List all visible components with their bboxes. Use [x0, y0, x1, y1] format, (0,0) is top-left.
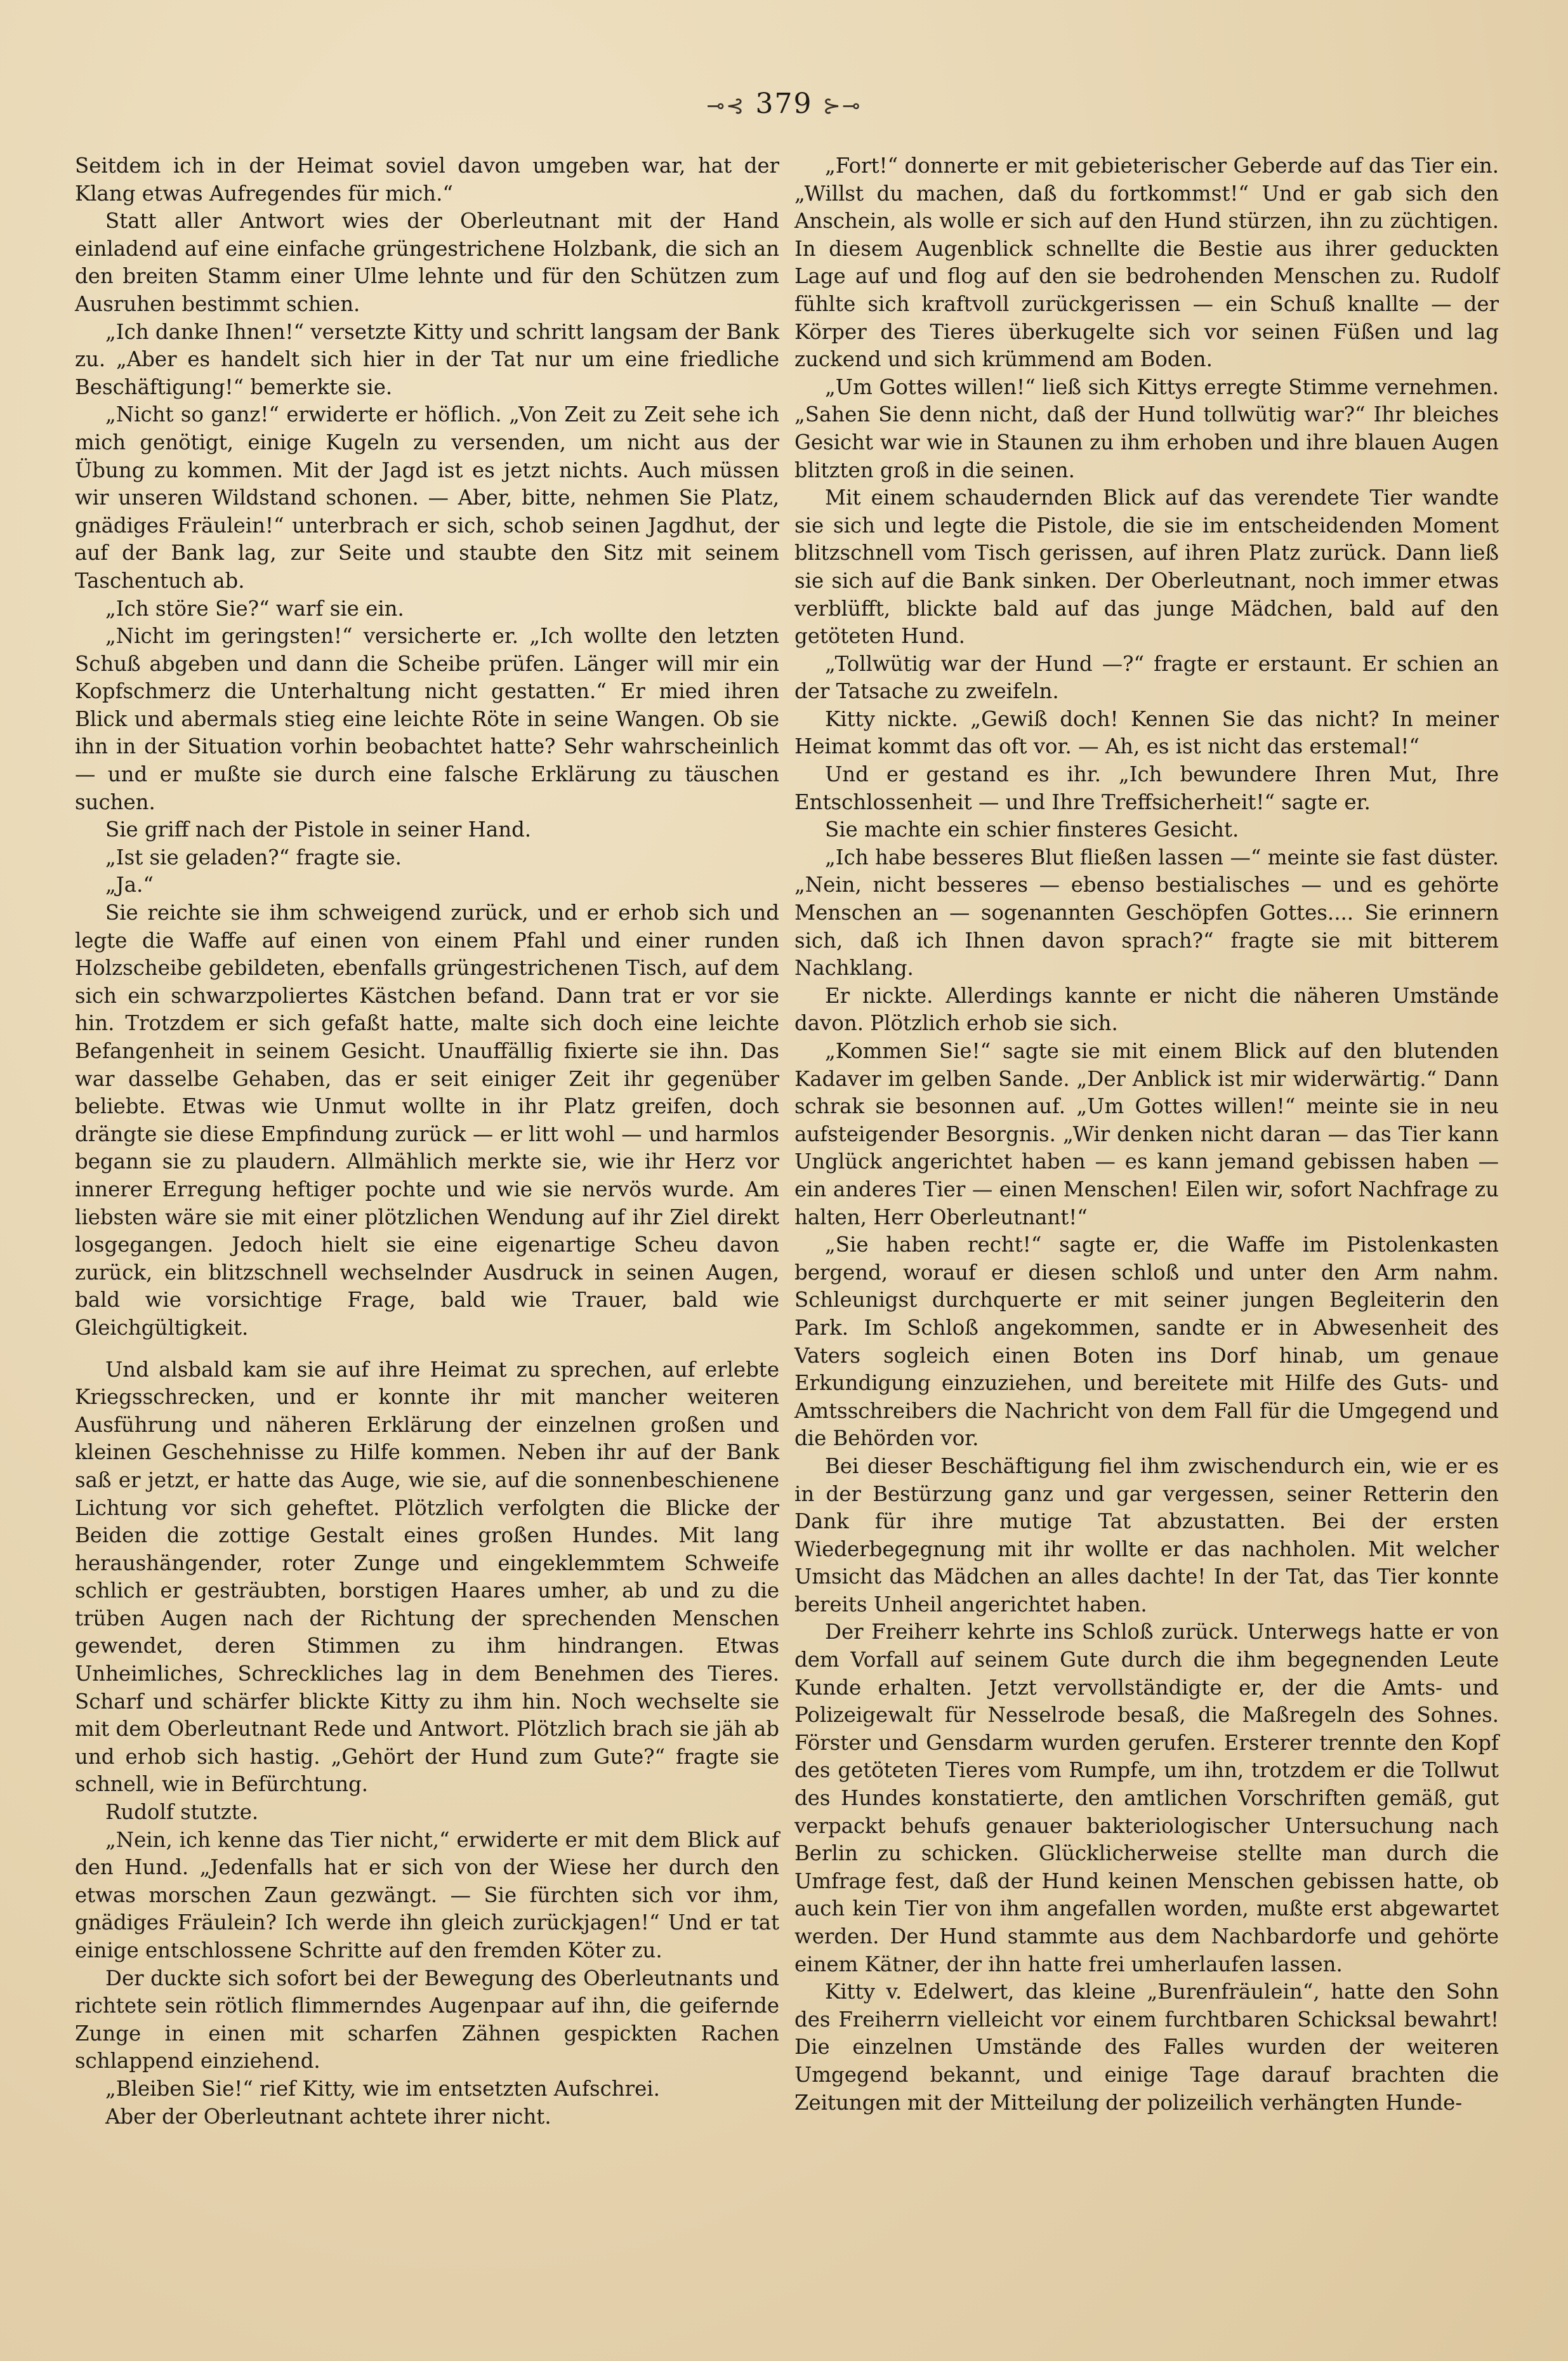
paragraph: Und er gestand es ihr. „Ich bewundere Ihren Mut, Ihre Entschlossenheit — und Ihre Treffsicherheit!“ sagte er.	[794, 762, 1499, 814]
paragraph: „Kommen Sie!“ sagte sie mit einem Blick auf den blutenden Kadaver im gelben Sande. „Der Anblick ist mir widerwärtig.“ Dann schrak sie besonnen auf. „Um Gottes willen!“ meinte sie in neu aufsteigender Besorgnis. „Wir denken nicht daran — das Tier kann Unglück angerichtet haben — es kann jemand gebissen haben — ein anderes Tier — einen Menschen! Eilen wir, sofort Nachfrage zu halten, Herr Oberleutnant!“	[794, 1039, 1499, 1229]
paragraph: Der duckte sich sofort bei der Bewegung des Oberleutnants und richtete sein rötlich flimmerndes Augenpaar auf ihn, die geifernde Zunge in einen mit scharfen Zähnen gespickten Rachen schlappend einziehend.	[75, 1966, 779, 2073]
paragraph: „Bleiben Sie!“ rief Kitty, wie im entsetzten Aufschrei.	[105, 2076, 660, 2101]
page-number-ornament-right: ⊱⊸	[822, 93, 862, 119]
paragraph: Mit einem schaudernden Blick auf das verendete Tier wandte sie sich und legte die Pistole, die sie im entscheidenden Moment blitzschnell vom Tisch gerissen, auf ihren Platz zurück. Dann ließ sie sich auf die Bank sinken. Der Oberleutnant, noch immer etwas verblüfft, blickte bald auf das junge Mädchen, bald auf den getöteten Hund.	[794, 486, 1499, 649]
paragraph: „Nein, ich kenne das Tier nicht,“ erwiderte er mit dem Blick auf den Hund. „Jedenfalls hat er sich von der Wiese her durch den etwas morschen Zaun gezwängt. — Sie fürchten sich vor ihm, gnädiges Fräulein? Ich werde ihn gleich zurückjagen!“ Und er tat einige entschlossene Schritte auf den fremden Köter zu.	[75, 1827, 779, 1962]
paragraph: „Um Gottes willen!“ ließ sich Kittys erregte Stimme vernehmen. „Sahen Sie denn nicht, daß der Hund tollwütig war?“ Ihr bleiches Gesicht war wie in Staunen zu ihm erhoben und ihre blauen Augen blitzten groß in die seinen.	[794, 374, 1499, 482]
paragraph: „Nicht so ganz!“ erwiderte er höflich. „Von Zeit zu Zeit sehe ich mich genötigt, einige Kugeln zu versenden, um nicht aus der Übung zu kommen. Mit der Jagd ist es jetzt nichts. Auch müssen wir unseren Wildstand schonen. — Aber, bitte, nehmen Sie Platz, gnädiges Fräulein!“ unterbrach er sich, schob seinen Jagdhut, der auf der Bank lag, zur Seite und staubte den Sitz mit seinem Taschentuch ab.	[75, 402, 779, 593]
paragraph: Statt aller Antwort wies der Oberleutnant mit der Hand einladend auf eine einfache grüngestrichene Holzbank, die sich an den breiten Stamm einer Ulme lehnte und für den Schützen zum Ausruhen bestimmt schien.	[75, 209, 779, 316]
paragraph: „Ja.“	[105, 873, 154, 897]
page-number-value: 379	[755, 88, 813, 120]
paragraph: „Ich störe Sie?“ warf sie ein.	[105, 596, 404, 621]
paragraph: „Ich habe besseres Blut fließen lassen —“ meinte sie fast düster. „Nein, nicht besseres — ebenso bestialisches — und es gehörte Menschen an — sogenannten Geschöpfen Gottes.... Sie erinnern sich, daß ich Ihnen davon sprach?“ fragte sie mit bitterem Nachklang.	[794, 845, 1499, 981]
paragraph: „Tollwütig war der Hund —?“ fragte er erstaunt. Er schien an der Tatsache zu zweifeln.	[794, 651, 1499, 704]
paragraph: „Ist sie geladen?“ fragte sie.	[105, 845, 402, 870]
paragraph: Der Freiherr kehrte ins Schloß zurück. Unterwegs hatte er von dem Vorfall auf seinem Gute durch die ihm begegnenden Leute Kunde erhalten. Jetzt vervollständigte er, der die Amts- und Polizeigewalt für Nesselrode besaß, die Maßregeln des Sohnes. Förster und Gensdarm wurden gerufen. Ersterer trennte den Kopf des getöteten Tieres vom Rumpfe, um ihn, trotzdem er die Tollwut des Hundes konstatierte, den amtlichen Vorschriften gemäß, gut verpackt behufs genauer bakteriologischer Untersuchung nach Berlin zu schicken. Glücklicherweise stellte man durch die Umfrage fest, daß der Hund keinen Menschen gebissen hatte, ob auch kein Tier von ihm angefallen worden, mußte erst abgewartet werden. Der Hund stammte aus dem Nachbardorfe und gehörte einem Kätner, der ihn hatte frei umherlaufen lassen.	[794, 1620, 1499, 1976]
paragraph: Sie griff nach der Pistole in seiner Hand.	[105, 817, 532, 842]
paragraph: Bei dieser Beschäftigung fiel ihm zwischendurch ein, wie er es in der Bestürzung ganz und gar vergessen, seiner Retterin den Dank für ihre mutige Tat abzustatten. Bei der ersten Wiederbegegnung mit ihr wollte er das nachholen. Mit welcher Umsicht das Mädchen an alles dachte! In der Tat, das Tier konnte bereits Unheil angerichtet haben.	[794, 1453, 1499, 1617]
paragraph: Seitdem ich in der Heimat soviel davon umgeben war, hat der Klang etwas Aufregendes für mich.“	[75, 154, 779, 206]
paragraph: Er nickte. Allerdings kannte er nicht die näheren Umstände davon. Plötzlich erhob sie sich.	[794, 983, 1499, 1036]
paragraph: Kitty nickte. „Gewiß doch! Kennen Sie das nicht? In meiner Heimat kommt das oft vor. — Ah, es ist nicht das erstemal!“	[794, 706, 1499, 759]
page-number	[0, 88, 1568, 120]
paragraph: Und alsbald kam sie auf ihre Heimat zu sprechen, auf erlebte Kriegsschrecken, und er konnte ihr mit mancher weiteren Ausführung und näheren Erklärung der einzelnen großen und kleinen Geschehnisse zu Hilfe kommen. Neben ihr auf der Bank saß er jetzt, er hatte das Auge, wie sie, auf die sonnenbeschienene Lichtung vor sich geheftet. Plötzlich verfolgten die Blicke der Beiden die zottige Gestalt eines großen Hundes. Mit lang heraushängender, roter Zunge und eingeklemmtem Schweife schlich er gesträubten, borstigen Haares umher, ab und zu die trüben Augen nach der Richtung der sprechenden Menschen gewendet, deren Stimmen zu ihm hindrangen. Etwas Unheimliches, Schreckliches lag in dem Benehmen des Tieres. Scharf und schärfer blickte Kitty zu ihm hin. Noch wechselte sie mit dem Oberleutnant Rede und Antwort. Plötzlich brach sie jäh ab und erhob sich hastig. „Gehört der Hund zum Gute?“ fragte sie schnell, wie in Befürchtung.	[75, 1357, 779, 1797]
paragraph: „Fort!“ donnerte er mit gebieterischer Geberde auf das Tier ein. „Willst du machen, daß du fortkommst!“ Und er gab sich den Anschein, als wolle er sich auf den Hund stürzen, ihn zu züchtigen. In diesem Augenblick schnellte die Bestie aus ihrer geduckten Lage auf und flog auf den sie bedrohenden Menschen zu. Rudolf fühlte sich kraftvoll zurückgerissen — ein Schuß knallte — der Körper des Tieres überkugelte sich vor seinen Füßen und lag zuckend und sich krümmend am Boden.	[794, 154, 1499, 372]
left-column	[75, 152, 779, 2131]
right-column	[794, 152, 1499, 2117]
paragraph: „Ich danke Ihnen!“ versetzte Kitty und schritt langsam der Bank zu. „Aber es handelt sich hier in der Tat nur um eine friedliche Beschäftigung!“ bemerkte sie.	[75, 319, 779, 399]
paragraph: Rudolf stutzte.	[105, 1800, 259, 1825]
paragraph: Sie machte ein schier finsteres Gesicht.	[825, 817, 1239, 842]
paragraph: Sie reichte sie ihm schweigend zurück, und er erhob sich und legte die Waffe auf einen von einem Pfahl und einer runden Holzscheibe gebildeten, ebenfalls grüngestrichenen Tisch, auf dem sich ein schwarzpoliertes Kästchen befand. Dann trat er vor sie hin. Trotzdem er sich gefaßt hatte, malte sich doch eine leichte Befangenheit in seinem Gesicht. Unauffällig fixierte sie ihn. Das war dasselbe Gehaben, das er seit einiger Zeit ihr gegenüber beliebte. Etwas wie Unmut wollte in ihr Platz greifen, doch drängte sie diese Empfindung zurück — er litt wohl — und harmlos begann sie zu plaudern. Allmählich merkte sie, wie ihr Herz vor innerer Erregung heftiger pochte und wie sie nervös wurde. Am liebsten wäre sie mit einer plötzlichen Wendung auf ihr Ziel direkt losgegangen. Jedoch hielt sie eine eigenartige Scheu davon zurück, ein blitzschnell wechselnder Ausdruck in seinen Augen, bald wie vorsichtige Frage, bald wie Trauer, bald wie Gleichgültigkeit.	[75, 901, 779, 1340]
paragraph: Aber der Oberleutnant achtete ihrer nicht.	[105, 2104, 551, 2129]
page-number-ornament-left: ⊸⊰	[706, 93, 746, 119]
paragraph: „Sie haben recht!“ sagte er, die Waffe im Pistolenkasten bergend, worauf er diesen schloß und unter den Arm nahm. Schleunigst durchquerte er mit seiner jungen Begleiterin den Park. Im Schloß angekommen, sandte er in Abwesenheit des Vaters sogleich einen Boten ins Dorf hinab, um genaue Erkundigung einzuziehen, und bereitete mit Hilfe des Guts- und Amtsschreibers die Nachricht von dem Fall für die Umgegend und die Behörden vor.	[794, 1233, 1499, 1451]
paragraph: Kitty v. Edelwert, das kleine „Burenfräulein“, hatte den Sohn des Freiherrn vielleicht vor einem furchtbaren Schicksal bewahrt! Die einzelnen Umstände des Falles wurden der weiteren Umgegend bekannt, und einige Tage darauf brachten die Zeitungen mit der Mitteilung der polizeilich verhängten Hunde-	[794, 1980, 1499, 2115]
paragraph: „Nicht im geringsten!“ versicherte er. „Ich wollte den letzten Schuß abgeben und dann die Scheibe prüfen. Länger will mir ein Kopfschmerz die Unterhaltung nicht gestatten.“ Er mied ihren Blick und abermals stieg eine leichte Röte in seine Wangen. Ob sie ihn in der Situation vorhin beobachtet hatte? Sehr wahrscheinlich — und er mußte sie durch eine falsche Erklärung zu täuschen suchen.	[75, 624, 779, 814]
